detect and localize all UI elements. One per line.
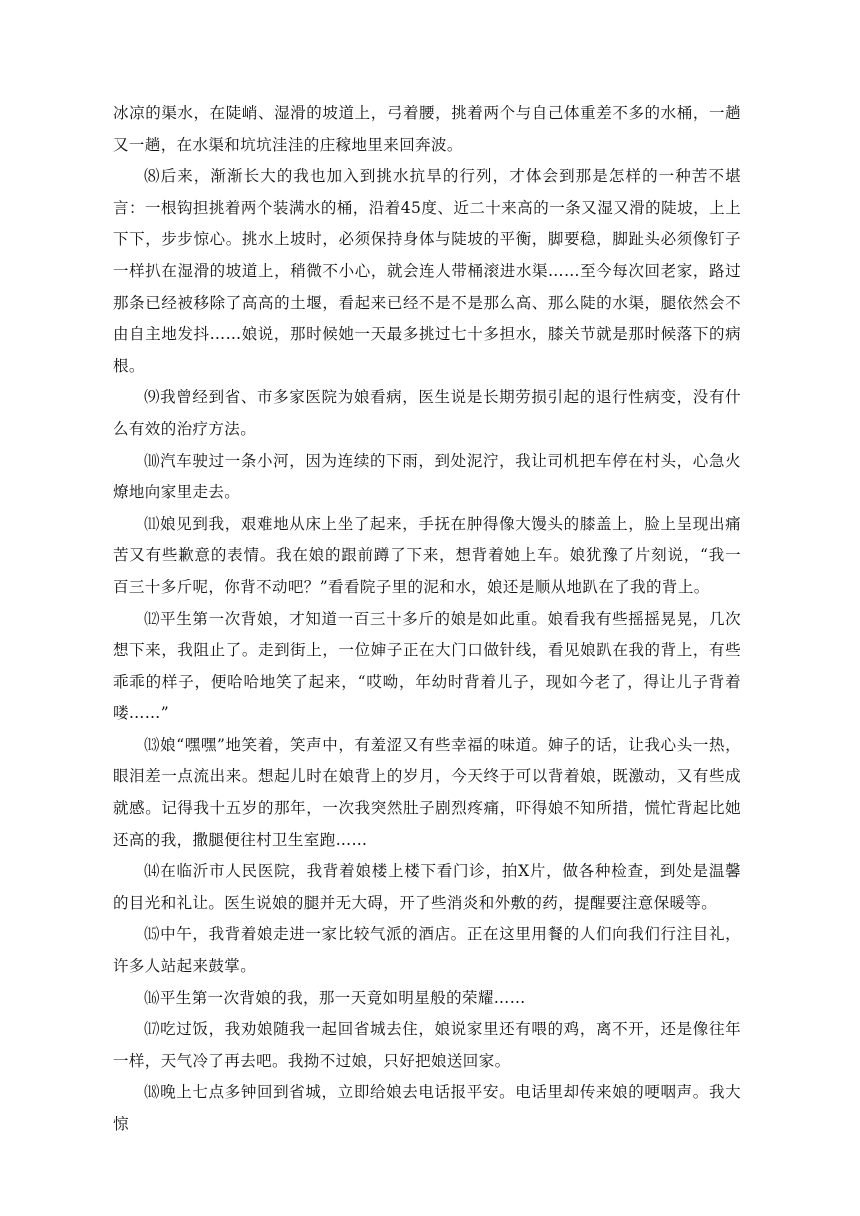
paragraph-15: ⒂中午，我背着娘走进一家比较气派的酒店。正在这里用餐的人们向我们行注目礼，许多人站起来鼓掌。 (113, 925, 741, 976)
paragraph-14: ⒁在临沂市人民医院，我背着娘楼上楼下看门诊，拍X片，做各种检查，到处是温馨的目光和礼让。医生说娘的腿并无大碍，开了些消炎和外敷的药，提醒要注意保暖等。 (113, 862, 741, 912)
paragraph-7-continued: 冰凉的渠水，在陡峭、湿滑的坡道上，弓着腰，挑着两个与自己体重差不多的水桶，一趟又一趟，在水渠和坑坑洼洼的庄稼地里来回奔波。 (113, 104, 741, 154)
paragraph-8: ⑻后来，渐渐长大的我也加入到挑水抗旱的行列，才体会到那是怎样的一种苦不堪言：一根钩担挑着两个装满水的桶，沿着45度、近二十来高的一条又湿又滑的陡坡，上上下下，步步惊心。挑水上坡时，必须保持身体与陡坡的平衡，脚要稳，脚趾头必须像钉子一样扒在湿滑的坡道上，稍微不小心，就会连人带桶滚进水渠……至今每次回老家，路过那条已经被移除了高高的土堰，看起来已经不是不是那么高、那么陡的水渠，腿依然会不由自主地发抖……娘说，那时候她一天最多挑过七十多担水，膝关节就是那时候落下的病根。 (113, 167, 741, 375)
article-body (113, 98, 741, 1141)
paragraph-16: ⒃平生第一次背娘的我，那一天竟如明星般的荣耀…… (144, 988, 526, 1007)
paragraph-9: ⑼我曾经到省、市多家医院为娘看病，医生说是长期劳损引起的退行性病变，没有什么有效的治疗方法。 (113, 388, 741, 438)
paragraph-13: ⒀娘“嘿嘿”地笑着，笑声中，有羞涩又有些幸福的味道。婶子的话，让我心头一热，眼泪差一点流出来。想起儿时在娘背上的岁月，今天终于可以背着娘，既激动，又有些成就感。记得我十五岁的那年，一次我突然肚子剧烈疼痛，吓得娘不知所措，慌忙背起比她还高的我，撒腿便往村卫生室跑…… (113, 735, 741, 849)
paragraph-10: ⑽汽车驶过一条小河，因为连续的下雨，到处泥泞，我让司机把车停在村头，心急火燎地向家里走去。 (113, 451, 741, 502)
paragraph-11: ⑾娘见到我，艰难地从床上坐了起来，手抚在肿得像大馒头的膝盖上，脸上呈现出痛苦又有些歉意的表情。我在娘的跟前蹲了下来，想背着她上车。娘犹豫了片刻说，“我一百三十多斤呢，你背不动吧？”看看院子里的泥和水，娘还是顺从地趴在了我的背上。 (113, 514, 741, 596)
paragraph-18: ⒅晚上七点多钟回到省城，立即给娘去电话报平安。电话里却传来娘的哽咽声。我大惊 (113, 1083, 741, 1133)
paragraph-12: ⑿平生第一次背娘，才知道一百三十多斤的娘是如此重。娘看我有些摇摇晃晃，几次想下来，我阻止了。走到街上，一位婶子正在大门口做针线，看见娘趴在我的背上，有些乖乖的样子，便哈哈地笑了起来，“哎呦，年幼时背着儿子，现如今老了，得让儿子背着喽……” (113, 609, 741, 723)
paragraph-17: ⒄吃过饭，我劝娘随我一起回省城去住，娘说家里还有喂的鸡，离不开，还是像往年一样，天气冷了再去吧。我拗不过娘，只好把娘送回家。 (113, 1020, 741, 1070)
